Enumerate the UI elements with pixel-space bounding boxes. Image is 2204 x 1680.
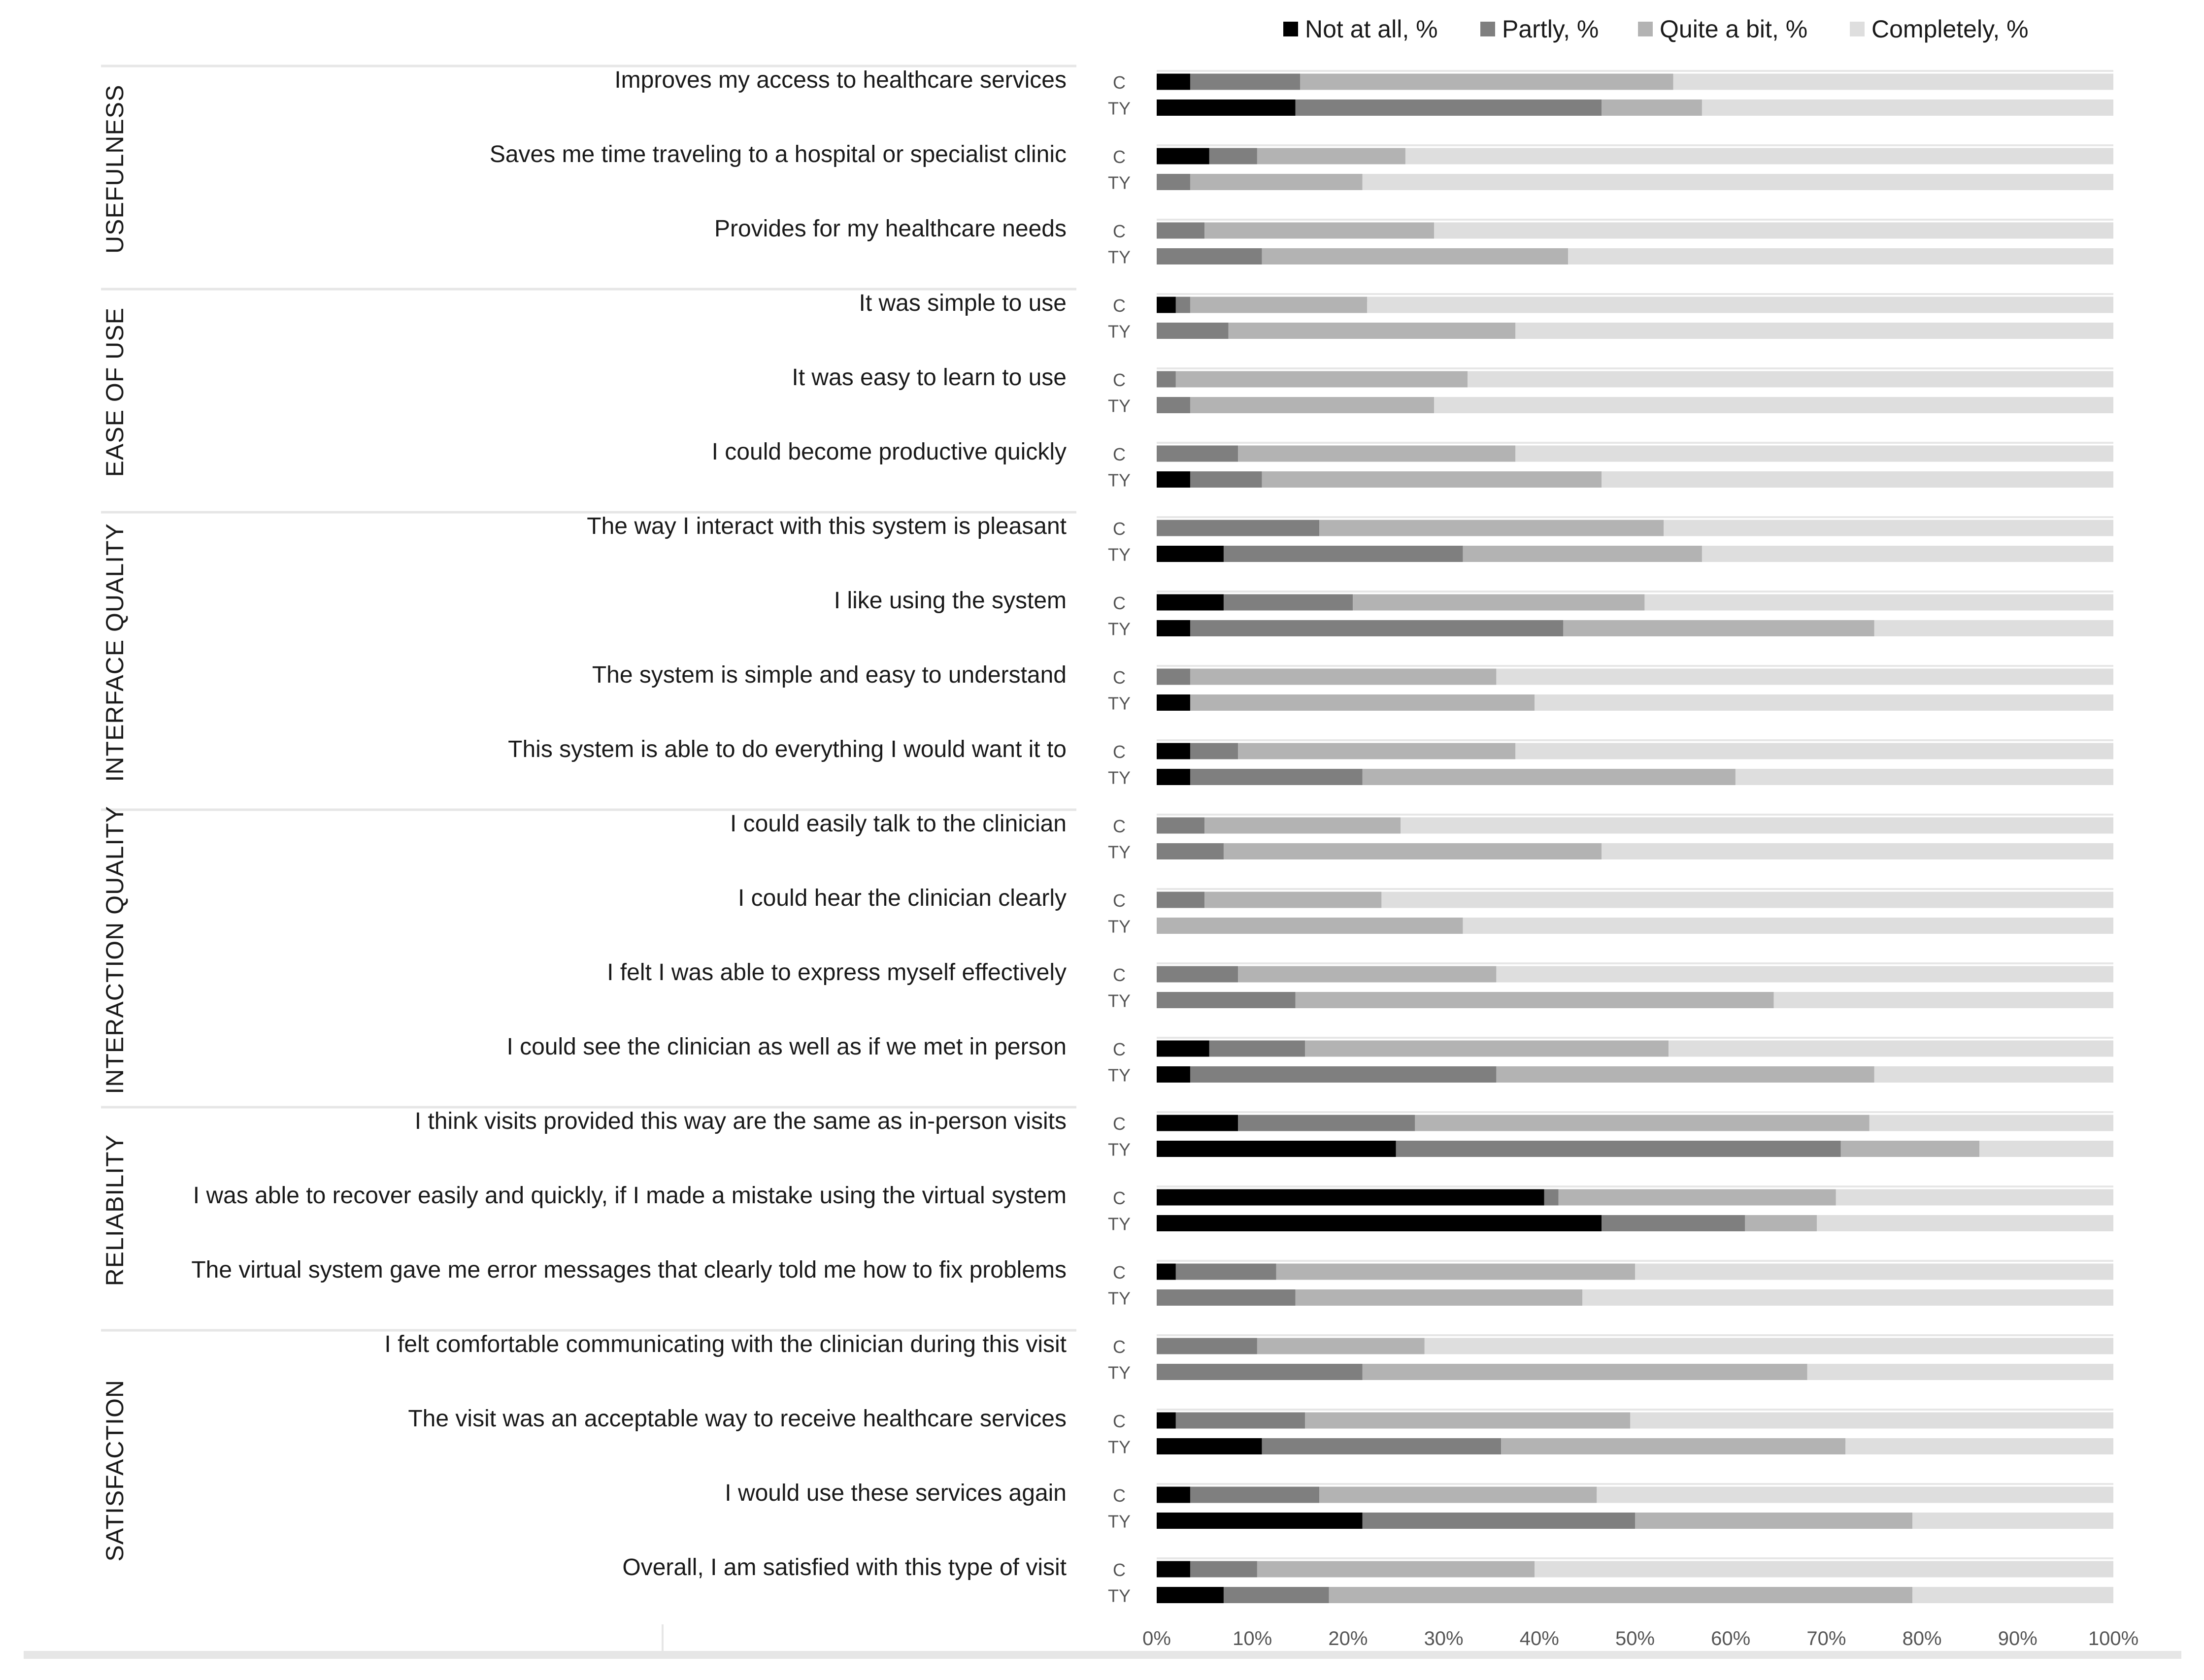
group-label: INTERFACE QUALITY bbox=[101, 523, 129, 782]
bar-segment-partly bbox=[1157, 248, 1262, 264]
bar-segment-quiteabit bbox=[1238, 743, 1515, 759]
bar-segment-quiteabit bbox=[1841, 1141, 1980, 1157]
bar-segment-partly bbox=[1157, 818, 1204, 834]
bar-segment-notatall bbox=[1157, 297, 1176, 313]
question-label: I would use these services again bbox=[725, 1480, 1067, 1506]
question-labels bbox=[191, 67, 1131, 1606]
bar-segment-partly bbox=[1190, 620, 1563, 636]
x-tick-label: 20% bbox=[1328, 1628, 1368, 1649]
bar-segment-notatall bbox=[1157, 1141, 1396, 1157]
bar-segment-completely bbox=[1870, 1115, 2113, 1131]
bar-segment-completely bbox=[1702, 546, 2113, 562]
question-label: I felt comfortable communicating with the clinician during this visit bbox=[384, 1331, 1067, 1357]
bar-segment-completely bbox=[1568, 248, 2113, 264]
bar-segment-partly bbox=[1190, 769, 1363, 785]
x-tick-label: 40% bbox=[1519, 1628, 1559, 1649]
bar-segment-quiteabit bbox=[1276, 1264, 1635, 1280]
bar-segment-quiteabit bbox=[1305, 1041, 1669, 1057]
question-label: It was simple to use bbox=[859, 290, 1067, 316]
question-label: I could easily talk to the clinician bbox=[730, 811, 1067, 837]
bar-segment-quiteabit bbox=[1496, 1066, 1874, 1083]
bar-segment-notatall bbox=[1157, 99, 1296, 116]
bar-segment-partly bbox=[1157, 966, 1238, 983]
bar-segment-partly bbox=[1190, 471, 1262, 488]
bar-segment-completely bbox=[1874, 620, 2114, 636]
bar-segment-partly bbox=[1224, 594, 1353, 611]
question-label: Saves me time traveling to a hospital or specialist clinic bbox=[489, 141, 1067, 167]
legend-swatch bbox=[1850, 22, 1865, 36]
series-row-label: TY bbox=[1107, 1437, 1131, 1457]
bar-segment-quiteabit bbox=[1262, 471, 1602, 488]
group-label: EASE OF USE bbox=[101, 307, 129, 477]
bar-segment-notatall bbox=[1157, 1189, 1544, 1206]
bar-segment-notatall bbox=[1157, 471, 1190, 488]
bar-segment-completely bbox=[1836, 1189, 2113, 1206]
bottom-divider bbox=[24, 1651, 2181, 1659]
bar-segment-partly bbox=[1238, 1115, 1415, 1131]
bar-segment-quiteabit bbox=[1262, 248, 1568, 264]
x-tick-label: 100% bbox=[2088, 1628, 2139, 1649]
bar-segment-completely bbox=[1515, 446, 2113, 462]
bar-segment-partly bbox=[1157, 371, 1176, 388]
bar-segment-notatall bbox=[1157, 694, 1190, 711]
bar-segment-completely bbox=[1381, 892, 2113, 908]
question-label: Improves my access to healthcare services bbox=[614, 67, 1067, 93]
series-row-label: C bbox=[1113, 890, 1126, 911]
bar-segment-quiteabit bbox=[1745, 1215, 1817, 1231]
bar-segment-partly bbox=[1176, 1264, 1276, 1280]
series-row-label: C bbox=[1113, 296, 1126, 316]
bar-segment-completely bbox=[1468, 371, 2113, 388]
group-label: USEFULNESS bbox=[101, 84, 129, 254]
series-row-label: TY bbox=[1107, 1585, 1131, 1606]
bar-segment-quiteabit bbox=[1204, 892, 1381, 908]
bar-segment-quiteabit bbox=[1415, 1115, 1869, 1131]
question-label: I felt I was able to express myself effectively bbox=[607, 959, 1067, 986]
x-tick-label: 0% bbox=[1142, 1628, 1171, 1649]
bar-segment-partly bbox=[1157, 446, 1238, 462]
bar-segment-notatall bbox=[1157, 620, 1190, 636]
series-row-label: TY bbox=[1107, 470, 1131, 491]
bar-segment-quiteabit bbox=[1563, 620, 1874, 636]
x-tick-label: 90% bbox=[1998, 1628, 2037, 1649]
series-row-label: TY bbox=[1107, 1511, 1131, 1532]
bar-segment-completely bbox=[1874, 1066, 2114, 1083]
bar-segment-quiteabit bbox=[1305, 1413, 1630, 1429]
bar-segment-quiteabit bbox=[1296, 992, 1774, 1008]
bar-segment-partly bbox=[1176, 297, 1190, 313]
bar-segment-notatall bbox=[1157, 74, 1190, 90]
bar-segment-completely bbox=[1673, 74, 2113, 90]
bar-segment-partly bbox=[1190, 743, 1238, 759]
question-label: I like using the system bbox=[834, 588, 1067, 614]
bar-segment-partly bbox=[1224, 546, 1463, 562]
series-row-label: C bbox=[1113, 147, 1126, 167]
series-row-label: TY bbox=[1107, 619, 1131, 639]
bar-segment-partly bbox=[1209, 1041, 1305, 1057]
question-label: I was able to recover easily and quickly, if I made a mistake using the virtual system bbox=[193, 1183, 1067, 1209]
bar-segment-completely bbox=[1401, 818, 2113, 834]
bar-segment-completely bbox=[1515, 743, 2113, 759]
bar-segment-notatall bbox=[1157, 1438, 1262, 1454]
bar-segment-quiteabit bbox=[1329, 1587, 1913, 1603]
bar-segment-partly bbox=[1190, 1066, 1496, 1083]
bar-segment-notatall bbox=[1157, 1264, 1176, 1280]
legend-swatch bbox=[1480, 22, 1495, 36]
series-row-label: TY bbox=[1107, 395, 1131, 416]
bar-segment-completely bbox=[1664, 520, 2113, 536]
bar-segment-partly bbox=[1157, 323, 1229, 339]
bar-segment-partly bbox=[1296, 99, 1602, 116]
legend-swatch bbox=[1283, 22, 1298, 36]
bar-segment-notatall bbox=[1157, 1066, 1190, 1083]
bar-segment-quiteabit bbox=[1602, 99, 1702, 116]
x-axis bbox=[1142, 1628, 2138, 1649]
question-label: It was easy to learn to use bbox=[792, 364, 1067, 391]
series-row-label: TY bbox=[1107, 172, 1131, 193]
bar-segment-quiteabit bbox=[1463, 546, 1702, 562]
bar-segment-completely bbox=[1736, 769, 2113, 785]
series-row-label: TY bbox=[1107, 693, 1131, 714]
question-label: Overall, I am satisfied with this type of visit bbox=[622, 1554, 1067, 1581]
bar-segment-partly bbox=[1157, 520, 1319, 536]
series-row-label: C bbox=[1113, 816, 1126, 836]
series-row-label: C bbox=[1113, 593, 1126, 613]
bar-segment-partly bbox=[1602, 1215, 1745, 1231]
bar-segment-partly bbox=[1157, 1338, 1257, 1354]
bar-segment-partly bbox=[1544, 1189, 1559, 1206]
x-tick-label: 50% bbox=[1615, 1628, 1655, 1649]
bar-segment-notatall bbox=[1157, 743, 1190, 759]
legend-label: Quite a bit, % bbox=[1660, 15, 1808, 43]
bar-segment-completely bbox=[1434, 223, 2113, 239]
x-tick-label: 30% bbox=[1424, 1628, 1464, 1649]
bar-segment-completely bbox=[1602, 471, 2113, 488]
bar-segment-partly bbox=[1157, 1364, 1363, 1380]
bar-segment-completely bbox=[1405, 148, 2113, 165]
bar-segment-quiteabit bbox=[1190, 694, 1535, 711]
question-label: This system is able to do everything I would want it to bbox=[508, 736, 1067, 762]
bar-segment-partly bbox=[1176, 1413, 1305, 1429]
bar-segment-notatall bbox=[1157, 769, 1190, 785]
series-row-label: TY bbox=[1107, 247, 1131, 267]
bar-segment-quiteabit bbox=[1190, 669, 1496, 685]
bar-segment-partly bbox=[1157, 892, 1204, 908]
series-row-label: TY bbox=[1107, 1139, 1131, 1160]
bar-segment-completely bbox=[1515, 323, 2113, 339]
series-row-label: TY bbox=[1107, 1362, 1131, 1383]
bar-segment-notatall bbox=[1157, 1215, 1602, 1231]
series-row-label: C bbox=[1113, 1039, 1126, 1059]
question-label: The system is simple and easy to understand bbox=[592, 662, 1067, 688]
series-row-label: TY bbox=[1107, 916, 1131, 937]
series-row-label: C bbox=[1113, 1485, 1126, 1506]
bar-segment-quiteabit bbox=[1300, 74, 1673, 90]
bar-segment-completely bbox=[1635, 1264, 2113, 1280]
bar-segment-completely bbox=[1597, 1487, 2113, 1503]
series-row-label: C bbox=[1113, 742, 1126, 762]
series-row-label: C bbox=[1113, 444, 1126, 464]
series-row-label: C bbox=[1113, 965, 1126, 985]
legend-label: Not at all, % bbox=[1305, 15, 1438, 43]
bar-segment-completely bbox=[1496, 669, 2113, 685]
bar-segment-notatall bbox=[1157, 1587, 1224, 1603]
series-row-label: C bbox=[1113, 1262, 1126, 1283]
question-label: Provides for my healthcare needs bbox=[714, 216, 1067, 242]
bar-segment-completely bbox=[1535, 694, 2113, 711]
question-label: The way I interact with this system is pleasant bbox=[587, 513, 1067, 539]
bar-segment-completely bbox=[1602, 843, 2113, 859]
bar-segment-completely bbox=[1912, 1513, 2113, 1529]
bar-segment-completely bbox=[1817, 1215, 2113, 1231]
bar-segment-partly bbox=[1363, 1513, 1635, 1529]
bar-segment-quiteabit bbox=[1238, 446, 1515, 462]
bar-segment-quiteabit bbox=[1296, 1289, 1583, 1306]
bar-segment-completely bbox=[1702, 99, 2113, 116]
bar-segment-quiteabit bbox=[1176, 371, 1468, 388]
bar-segment-notatall bbox=[1157, 1115, 1238, 1131]
bar-segment-quiteabit bbox=[1204, 818, 1401, 834]
x-tick-label: 60% bbox=[1711, 1628, 1751, 1649]
series-row-label: TY bbox=[1107, 1214, 1131, 1234]
bar-segment-quiteabit bbox=[1190, 174, 1363, 190]
bar-segment-quiteabit bbox=[1363, 1364, 1807, 1380]
series-row-label: C bbox=[1113, 519, 1126, 539]
bar-segment-notatall bbox=[1157, 546, 1224, 562]
bar-segment-notatall bbox=[1157, 1413, 1176, 1429]
bar-segment-quiteabit bbox=[1190, 397, 1434, 413]
series-row-label: TY bbox=[1107, 842, 1131, 862]
bar-segment-partly bbox=[1262, 1438, 1502, 1454]
bar-segment-completely bbox=[1363, 174, 2113, 190]
series-row-label: TY bbox=[1107, 98, 1131, 119]
bar-segment-quiteabit bbox=[1190, 297, 1367, 313]
bar-segment-quiteabit bbox=[1353, 594, 1644, 611]
bar-segment-notatall bbox=[1157, 1513, 1363, 1529]
bar-segment-notatall bbox=[1157, 1561, 1190, 1578]
series-row-label: C bbox=[1113, 1114, 1126, 1134]
series-row-label: TY bbox=[1107, 1288, 1131, 1309]
bar-segment-notatall bbox=[1157, 148, 1209, 165]
series-row-label: C bbox=[1113, 1188, 1126, 1208]
bar-segment-quiteabit bbox=[1319, 520, 1664, 536]
bar-segment-completely bbox=[1807, 1364, 2113, 1380]
bar-segment-quiteabit bbox=[1257, 1561, 1535, 1578]
bar-segment-completely bbox=[1669, 1041, 2113, 1057]
bar-segments bbox=[1157, 74, 2113, 1604]
group-label: INTERACTION QUALITY bbox=[101, 805, 129, 1094]
series-row-label: C bbox=[1113, 1560, 1126, 1580]
bar-segment-partly bbox=[1157, 669, 1190, 685]
bar-segment-quiteabit bbox=[1204, 223, 1434, 239]
bar-segment-partly bbox=[1190, 1561, 1257, 1578]
bar-segment-completely bbox=[1630, 1413, 2113, 1429]
bar-segment-partly bbox=[1209, 148, 1257, 165]
bar-segment-quiteabit bbox=[1257, 1338, 1425, 1354]
series-row-label: C bbox=[1113, 221, 1126, 241]
series-row-label: TY bbox=[1107, 990, 1131, 1011]
bar-segment-quiteabit bbox=[1229, 323, 1516, 339]
x-tick-label: 80% bbox=[1902, 1628, 1942, 1649]
x-tick-label: 10% bbox=[1233, 1628, 1272, 1649]
bar-segment-completely bbox=[1979, 1141, 2113, 1157]
bar-segment-quiteabit bbox=[1559, 1189, 1836, 1206]
series-row-label: TY bbox=[1107, 321, 1131, 342]
group-label: SATISFACTION bbox=[101, 1380, 129, 1562]
bar-segment-quiteabit bbox=[1363, 769, 1736, 785]
series-row-label: C bbox=[1113, 1411, 1126, 1431]
bar-segment-completely bbox=[1367, 297, 2113, 313]
bar-segment-completely bbox=[1434, 397, 2113, 413]
bar-segment-quiteabit bbox=[1238, 966, 1496, 983]
question-label: The visit was an acceptable way to receive healthcare services bbox=[408, 1406, 1067, 1432]
bar-segment-partly bbox=[1157, 397, 1190, 413]
bar-segment-notatall bbox=[1157, 594, 1224, 611]
bar-segment-partly bbox=[1224, 1587, 1329, 1603]
bar-segment-completely bbox=[1535, 1561, 2113, 1578]
bar-segment-partly bbox=[1157, 174, 1190, 190]
legend-swatch bbox=[1638, 22, 1653, 36]
series-row-label: TY bbox=[1107, 544, 1131, 565]
bar-segment-partly bbox=[1157, 843, 1224, 859]
question-label: I think visits provided this way are the same as in-person visits bbox=[414, 1108, 1067, 1134]
chart-legend bbox=[1283, 15, 2029, 43]
group-label: RELIABILITY bbox=[101, 1134, 129, 1286]
series-row-label: C bbox=[1113, 72, 1126, 93]
legend-label: Partly, % bbox=[1502, 15, 1599, 43]
series-row-label: C bbox=[1113, 1337, 1126, 1357]
bar-segment-completely bbox=[1425, 1338, 2113, 1354]
legend-label: Completely, % bbox=[1871, 15, 2029, 43]
bar-segment-completely bbox=[1463, 918, 2113, 934]
bar-segment-completely bbox=[1774, 992, 2113, 1008]
series-row-label: C bbox=[1113, 667, 1126, 688]
bar-segment-completely bbox=[1496, 966, 2113, 983]
series-row-label: TY bbox=[1107, 1065, 1131, 1086]
bar-segment-quiteabit bbox=[1257, 148, 1405, 165]
bar-segment-quiteabit bbox=[1224, 843, 1602, 859]
bar-segment-partly bbox=[1157, 223, 1204, 239]
bar-segment-partly bbox=[1190, 74, 1300, 90]
x-tick-label: 70% bbox=[1806, 1628, 1846, 1649]
series-row-label: TY bbox=[1107, 767, 1131, 788]
bar-segment-quiteabit bbox=[1501, 1438, 1845, 1454]
bar-segment-quiteabit bbox=[1157, 918, 1463, 934]
question-label: I could hear the clinician clearly bbox=[737, 885, 1067, 911]
bar-segment-completely bbox=[1845, 1438, 2113, 1454]
question-label: The virtual system gave me error messages that clearly told me how to fix problems bbox=[191, 1257, 1067, 1283]
bar-segment-completely bbox=[1582, 1289, 2113, 1306]
bar-segment-partly bbox=[1396, 1141, 1841, 1157]
bar-segment-quiteabit bbox=[1319, 1487, 1597, 1503]
bar-segment-quiteabit bbox=[1635, 1513, 1912, 1529]
bar-segment-partly bbox=[1190, 1487, 1319, 1503]
bar-segment-notatall bbox=[1157, 1487, 1190, 1503]
question-label: I could become productive quickly bbox=[711, 439, 1067, 465]
group-labels bbox=[101, 85, 129, 1562]
question-label: I could see the clinician as well as if we met in person bbox=[506, 1034, 1067, 1060]
bar-segment-partly bbox=[1157, 992, 1296, 1008]
bar-segment-completely bbox=[1912, 1587, 2113, 1603]
bar-segment-completely bbox=[1644, 594, 2113, 611]
series-row-label: C bbox=[1113, 370, 1126, 390]
bar-segment-partly bbox=[1157, 1289, 1296, 1306]
bar-segment-notatall bbox=[1157, 1041, 1209, 1057]
